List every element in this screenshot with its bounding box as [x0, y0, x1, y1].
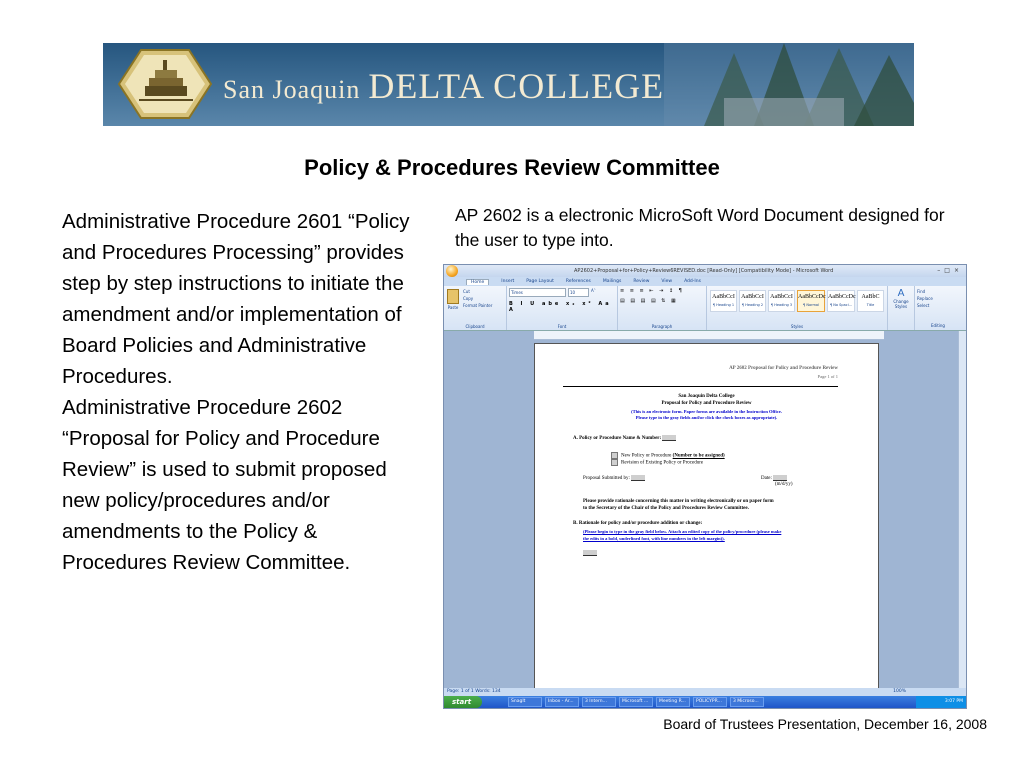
policy-name-field[interactable] [662, 435, 676, 441]
submitted-by-label: Proposal Submitted by: [583, 476, 630, 482]
word-status-bar [444, 688, 966, 696]
revision-label: Revision of Existing Policy or Procedure [621, 460, 704, 466]
new-policy-option [611, 452, 725, 459]
change-styles-button[interactable] [888, 286, 915, 330]
style-name: Title [866, 303, 875, 307]
trees-background-icon [664, 43, 914, 126]
tab-mailings[interactable]: Mailings [602, 279, 622, 284]
font-size-select[interactable]: 10 [568, 288, 589, 297]
styles-group [707, 286, 888, 330]
page-title: Policy & Procedures Review Committee [304, 155, 720, 180]
word-screenshot [443, 264, 967, 709]
rationale-field-wrap [583, 550, 597, 556]
tab-home[interactable]: Home [466, 279, 489, 285]
word-window-title: AP2602+Proposal+for+Policy+Review6REVISED.doc [Read-Only] [Compatibility Mode] - Microsoft Word [574, 268, 834, 274]
date-format-hint: (m/d/yy) [775, 482, 793, 487]
new-policy-label: New Policy or Procedure [621, 453, 672, 459]
taskbar-button[interactable]: Meeting R... [656, 697, 690, 707]
taskbar-button[interactable]: POLICYPR... [693, 697, 727, 707]
taskbar-button[interactable]: Microsoft ... [619, 697, 653, 707]
revision-checkbox[interactable] [611, 459, 618, 466]
doc-header-page: Page 1 of 1 [817, 374, 838, 379]
style-name: ¶ No Spaci... [829, 303, 853, 307]
taskbar-button[interactable]: 3 Intern... [582, 697, 616, 707]
ribbon [444, 286, 966, 331]
style-heading1[interactable] [710, 290, 737, 312]
section-b-label: B. Rationale for policy and/or procedure addition or change: [573, 521, 703, 526]
vertical-scrollbar[interactable] [958, 331, 966, 688]
style-heading2[interactable] [739, 290, 766, 312]
editing-group [915, 286, 961, 330]
paste-button[interactable] [446, 288, 460, 310]
status-text: Page: 1 of 1 Words: 134 [447, 689, 501, 694]
tab-insert[interactable]: Insert [501, 279, 515, 284]
college-name [223, 65, 664, 107]
paragraph-group [618, 286, 707, 330]
select-button[interactable]: Select [917, 303, 930, 308]
rationale-line-2: to the Secretary of the Chair of the Policy and Procedures Review Committee. [583, 506, 749, 511]
start-button[interactable]: start [444, 696, 482, 708]
style-sample: AaBbCcI [741, 294, 764, 300]
doc-header-title: AP 2602 Proposal for Policy and Procedure Review [729, 366, 838, 371]
document-page[interactable] [534, 343, 879, 689]
taskbar-button[interactable]: Inbox - Ar... [545, 697, 579, 707]
header-rule [563, 386, 838, 387]
style-name: ¶ Heading 3 [770, 303, 793, 307]
tab-view[interactable]: View [661, 279, 673, 284]
zoom-level[interactable]: 100% [893, 689, 906, 694]
style-name: ¶ Normal [802, 303, 819, 307]
paste-label: Paste [447, 305, 459, 310]
left-description [62, 206, 422, 578]
style-heading3[interactable] [768, 290, 795, 312]
tab-page-layout[interactable]: Page Layout [526, 279, 554, 284]
taskbar-button[interactable]: 3 Microso... [730, 697, 764, 707]
section-a-label: A. Policy or Procedure Name & Number: [573, 436, 662, 442]
submitted-by-field[interactable] [631, 475, 645, 481]
align-buttons-icon[interactable]: ▤ ▤ ▤ ▤ ⇅ ▦ [620, 298, 678, 304]
change-styles-icon: A [897, 288, 905, 299]
submitted-by-line [583, 475, 645, 481]
section-a-line [573, 435, 676, 441]
paste-icon [447, 289, 459, 304]
format-painter-button[interactable]: Format Painter [463, 303, 493, 308]
footer-text: Board of Trustees Presentation, December 16, 2008 [663, 716, 987, 732]
office-button-icon[interactable] [446, 265, 458, 277]
change-styles-label: Change Styles [893, 299, 909, 309]
taskbar-button[interactable]: SnagIt [508, 697, 542, 707]
style-sample: AaBbCcDc [828, 294, 856, 300]
doc-note-1: (This is an electronic form. Paper forms are available in the Instruction Office. [631, 409, 782, 414]
style-sample: AaBbCcDc [798, 294, 826, 300]
find-button[interactable]: Find [917, 289, 926, 294]
font-group [507, 286, 618, 330]
screenshot-caption: AP 2602 is a electronic MicroSoft Word Document designed for the user to type into. [455, 205, 945, 250]
windows-taskbar [444, 696, 966, 708]
college-name-big: DELTA COLLEGE [368, 66, 665, 106]
revision-option [611, 459, 703, 466]
college-name-small: San Joaquin [223, 75, 361, 104]
date-line [761, 475, 787, 481]
number-assigned-note: (Number to be assigned) [672, 453, 725, 459]
style-name: ¶ Heading 2 [741, 303, 764, 307]
horizontal-ruler[interactable] [534, 331, 884, 340]
doc-form-title: Proposal for Policy and Procedure Review [661, 401, 752, 406]
paragraph-group-label: Paragraph [651, 324, 673, 329]
font-name-select[interactable]: Times [509, 288, 566, 297]
replace-button[interactable]: Replace [917, 296, 933, 301]
date-label: Date: [761, 476, 772, 482]
style-sample: AaBbCcI [770, 294, 793, 300]
styles-group-label: Styles [790, 324, 804, 329]
tab-references[interactable]: References [565, 279, 591, 284]
style-title[interactable] [857, 290, 884, 312]
editing-group-label: Editing [931, 323, 945, 328]
date-field[interactable] [773, 475, 787, 481]
tab-review[interactable]: Review [633, 279, 650, 284]
clipboard-group [444, 286, 507, 330]
rationale-line-1: Please provide rationale concerning this matter in writing electronically or on paper form [583, 499, 774, 504]
clipboard-group-label: Clipboard [465, 324, 485, 329]
font-group-label: Font [557, 324, 567, 329]
system-tray-clock[interactable]: 3:07 PM [916, 696, 966, 708]
doc-note-2: Please type in the gray fields and/or click the check boxes as appropriate). [635, 415, 778, 420]
begin-note-1: (Please begin to type in the gray field below. Attach an edited copy of the policy/procedure (please make [583, 529, 782, 534]
word-titlebar [444, 265, 966, 277]
font-format-buttons[interactable]: B I U abe x₂ x² Aa A [509, 301, 612, 313]
doc-college: San Joaquin Delta College [678, 394, 735, 399]
ap2601-paragraph: Administrative Procedure 2601 “Policy and Procedures Processing” provides step by step instructions to initiate the amendment and/or implementation of Board Policies and Administrative Procedures. [62, 210, 410, 388]
college-banner [103, 43, 914, 126]
cut-button[interactable]: Cut [463, 289, 470, 294]
style-sample: AaBbCcI [712, 294, 735, 300]
copy-button[interactable]: Copy [463, 296, 474, 301]
begin-note-2: the edits in a bold, underlined font, with line numbers in the left margin)). [583, 536, 725, 541]
list-buttons-icon[interactable]: ≡ ≡ ≡ ⇤ ⇥ ↕ ¶ [620, 288, 684, 294]
style-normal[interactable] [797, 290, 825, 312]
style-sample: AaBbC [861, 294, 880, 300]
style-no-spacing[interactable] [827, 290, 855, 312]
rationale-field[interactable] [583, 550, 597, 556]
grow-font-icon[interactable]: A˄ [591, 288, 596, 293]
new-policy-checkbox[interactable] [611, 452, 618, 459]
window-controls-icon[interactable]: –□× [937, 267, 963, 274]
ribbon-tabs [444, 277, 966, 286]
style-name: ¶ Heading 1 [712, 303, 735, 307]
ap2602-paragraph: Administrative Procedure 2602 “Proposal for Policy and Procedure Review” is used to submit proposed new policy/procedures and/or amendments to the Policy & Procedures Review Committee. [62, 396, 387, 574]
riverboat-logo-icon [117, 48, 213, 120]
tab-add-ins[interactable]: Add-Ins [684, 279, 701, 284]
